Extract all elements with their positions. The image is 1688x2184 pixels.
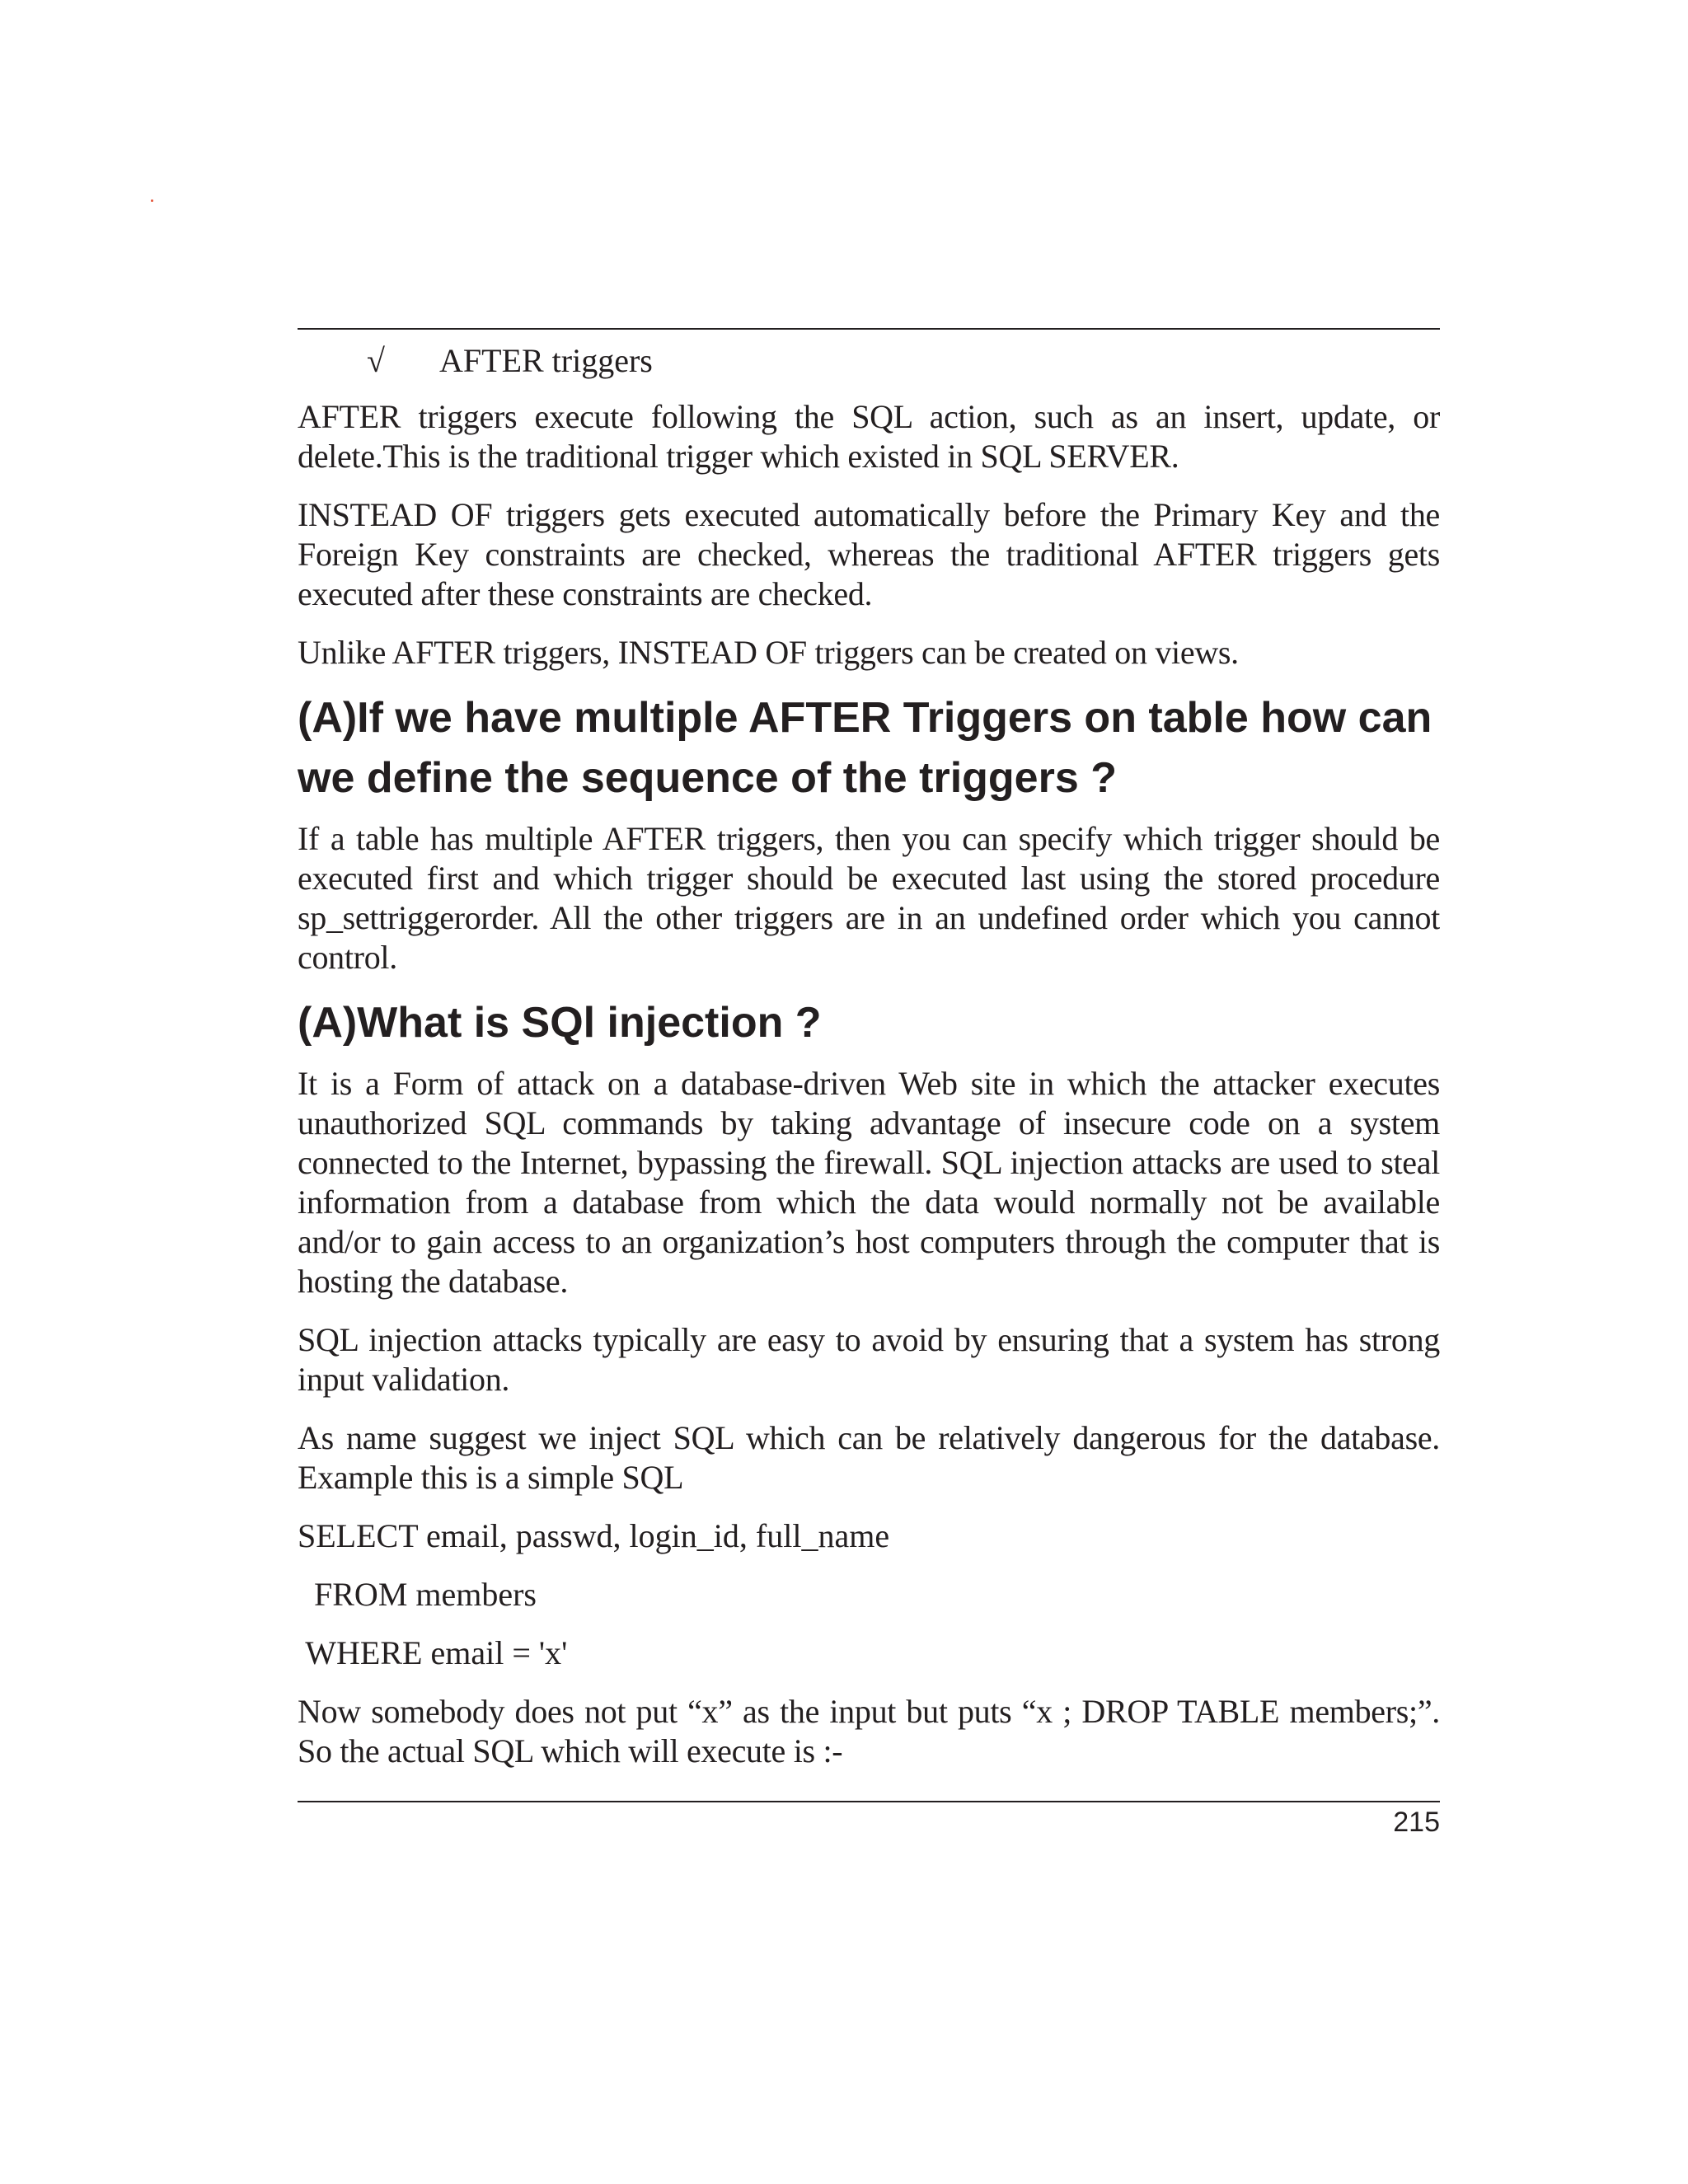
bullet-text: AFTER triggers xyxy=(439,342,653,379)
paragraph-views: Unlike AFTER triggers, INSTEAD OF triggers can be created on views. xyxy=(298,634,1239,671)
paragraph-after-triggers: AFTER triggers execute following the SQL action, such as an insert, update, or delete.This is the traditional trigger which existed in SQL SERVER. xyxy=(298,398,1440,475)
question-heading-sql-injection: (A)What is SQl injection ? xyxy=(298,999,822,1047)
footer-rule xyxy=(298,1801,1440,1802)
header-rule xyxy=(298,328,1440,330)
checkmark-icon: √ xyxy=(367,342,385,379)
paragraph-sql-injection-example: As name suggest we inject SQL which can be relatively dangerous for the database. Example this is a simple SQL xyxy=(298,1419,1440,1496)
paragraph-instead-of-triggers: INSTEAD OF triggers gets executed automatically before the Primary Key and the Foreign Key constraints are checked, whereas the traditional AFTER triggers gets executed after these constraints are checked. xyxy=(298,496,1440,612)
paragraph-sql-injection-definition: It is a Form of attack on a database-driven Web site in which the attacker executes unauthorized SQL commands by taking advantage of insecure code on a system connected to the Internet, bypassing the firewall. SQL injection attacks are used to steal information from a database from which the data would normally not be available and/or to gain access to an organization’s host computers through the computer that is hosting the database. xyxy=(298,1065,1440,1300)
page-number: 215 xyxy=(1393,1807,1440,1838)
ink-speck xyxy=(151,199,153,202)
bullet-after-triggers xyxy=(298,341,1440,381)
answer-trigger-sequence: If a table has multiple AFTER triggers, then you can specify which trigger should be executed first and which trigger should be executed last using the stored procedure sp_settriggerorder. All the other triggers are in an undefined order which you cannot control. xyxy=(298,820,1440,976)
code-line-where: WHERE email = 'x' xyxy=(298,1634,568,1671)
code-line-from: FROM members xyxy=(298,1576,537,1613)
paragraph-injection-input: Now somebody does not put “x” as the input but puts “x ; DROP TABLE members;”. So the actual SQL which will execute is :- xyxy=(298,1693,1440,1769)
paragraph-sql-injection-avoidance: SQL injection attacks typically are easy to avoid by ensuring that a system has strong input validation. xyxy=(298,1321,1440,1398)
question-heading-trigger-sequence: (A)If we have multiple AFTER Triggers on table how can we define the sequence of the triggers ? xyxy=(298,694,1432,802)
book-page xyxy=(298,328,1440,1839)
code-line-select: SELECT email, passwd, login_id, full_name xyxy=(298,1517,890,1554)
